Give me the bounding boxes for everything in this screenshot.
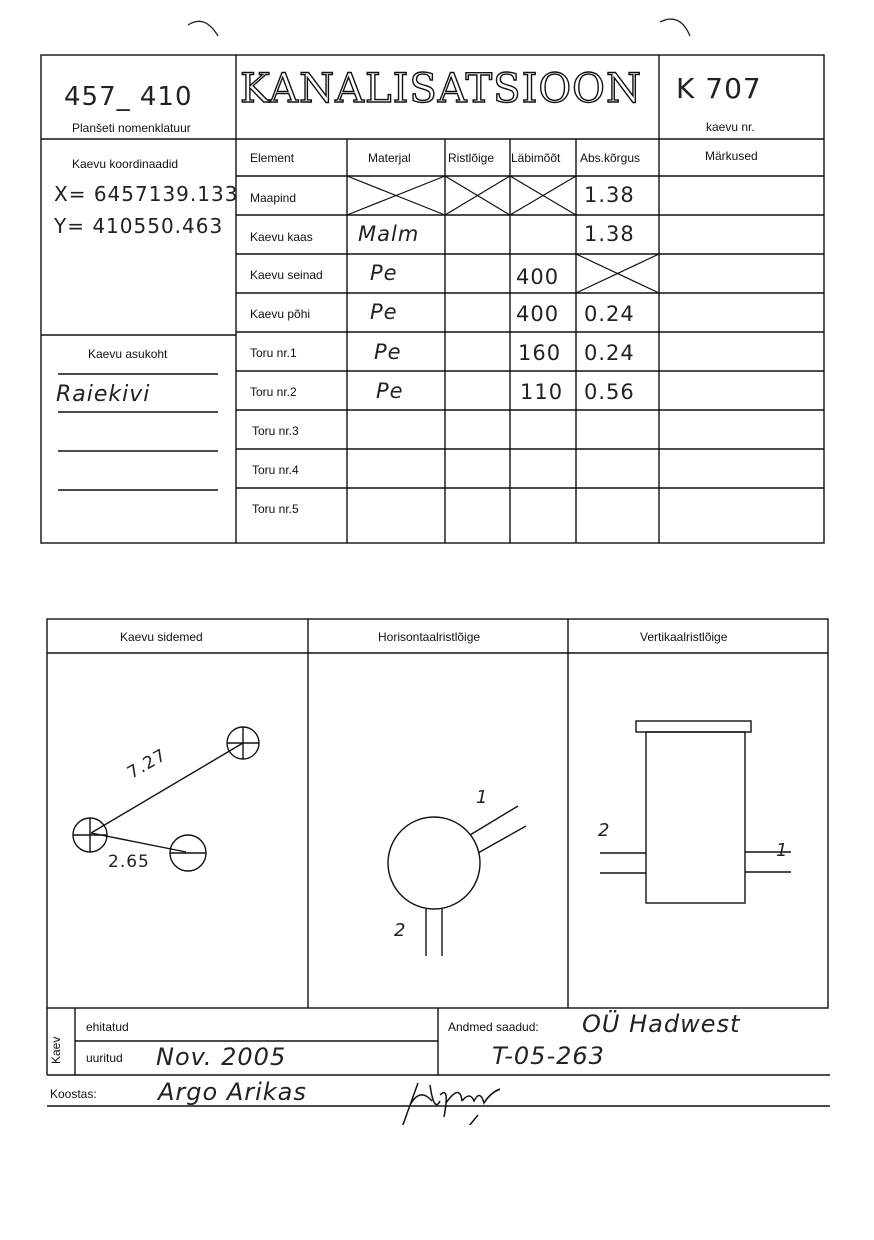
- row-element: Toru nr.5: [252, 502, 299, 516]
- sheet-number: 457_ 410: [64, 82, 193, 112]
- pipe-label: 2: [598, 820, 611, 841]
- well-number: K 707: [676, 72, 762, 105]
- author-value: Argo Arikas: [158, 1078, 307, 1106]
- vertical-section-label: Vertikaalristlõige: [640, 630, 728, 644]
- location-value: Raiekivi: [56, 382, 151, 407]
- cell-diameter: 160: [518, 341, 562, 365]
- cell-diameter: 400: [516, 302, 560, 326]
- cell-abs-height: 0.56: [584, 380, 635, 404]
- surveyed-value: Nov. 2005: [156, 1043, 287, 1071]
- row-element: Maapind: [250, 191, 297, 205]
- surveyed-label: uuritud: [86, 1051, 123, 1065]
- pipe-label: 1: [476, 787, 489, 808]
- cell-material: Pe: [374, 340, 402, 364]
- well-number-label: kaevu nr.: [706, 120, 755, 134]
- cell-diameter: 110: [520, 380, 564, 404]
- footer-grid: [0, 1005, 874, 1125]
- cell-abs-height: 0.24: [584, 341, 635, 365]
- vertical-section-diagram: [600, 721, 791, 903]
- distance-label: 7.27: [124, 745, 171, 784]
- page-title: KANALISATSIOON: [240, 66, 642, 112]
- row-element: Toru nr.1: [250, 346, 297, 360]
- row-element: Toru nr.4: [252, 463, 299, 477]
- header-element: Element: [250, 151, 295, 165]
- pipe-label: 1: [776, 840, 789, 861]
- cell-material: Pe: [376, 379, 404, 403]
- horizontal-section-diagram: [388, 806, 526, 956]
- data-source-code: T-05-263: [492, 1042, 605, 1070]
- row-element: Toru nr.2: [250, 385, 297, 399]
- row-element: Toru nr.3: [252, 424, 299, 438]
- header-section: Ristlõige: [448, 151, 495, 165]
- cell-diameter: 400: [516, 265, 560, 289]
- header-material: Materjal: [368, 151, 411, 165]
- well-side-label: Kaev: [49, 1036, 63, 1064]
- horizontal-section-label: Horisontaalristlõige: [378, 630, 481, 644]
- cell-material: Pe: [370, 261, 398, 285]
- connections-diagram: [73, 727, 259, 871]
- header-diameter: Läbimõõt: [511, 151, 561, 165]
- cell-abs-height: 1.38: [584, 222, 635, 246]
- coordinate-x: X= 6457139.133: [54, 182, 239, 206]
- row-element: Kaevu kaas: [250, 230, 313, 244]
- cell-abs-height: 1.38: [584, 183, 635, 207]
- row-element: Kaevu põhi: [250, 307, 311, 321]
- data-source-value: OÜ Hadwest: [582, 1010, 741, 1038]
- connections-label: Kaevu sidemed: [120, 630, 203, 644]
- location-label: Kaevu asukoht: [88, 347, 168, 361]
- header-notes: Märkused: [705, 149, 758, 163]
- coordinate-y: Y= 410550.463: [54, 214, 224, 238]
- pipe-label: 2: [394, 920, 407, 941]
- header-abs-height: Abs.kõrgus: [580, 151, 641, 165]
- cell-material: Pe: [370, 300, 398, 324]
- cell-abs-height: 0.24: [584, 302, 635, 326]
- row-element: Kaevu seinad: [250, 268, 323, 282]
- signature: [400, 1083, 500, 1125]
- distance-label: 2.65: [108, 852, 150, 872]
- coordinates-label: Kaevu koordinaadid: [72, 157, 179, 171]
- built-label: ehitatud: [86, 1020, 129, 1034]
- diagram-panel: [0, 600, 874, 1020]
- cell-material: Malm: [358, 222, 420, 246]
- sheet-label: Planšeti nomenklatuur: [72, 121, 191, 135]
- author-label: Koostas:: [50, 1087, 97, 1101]
- data-source-label: Andmed saadud:: [448, 1020, 539, 1034]
